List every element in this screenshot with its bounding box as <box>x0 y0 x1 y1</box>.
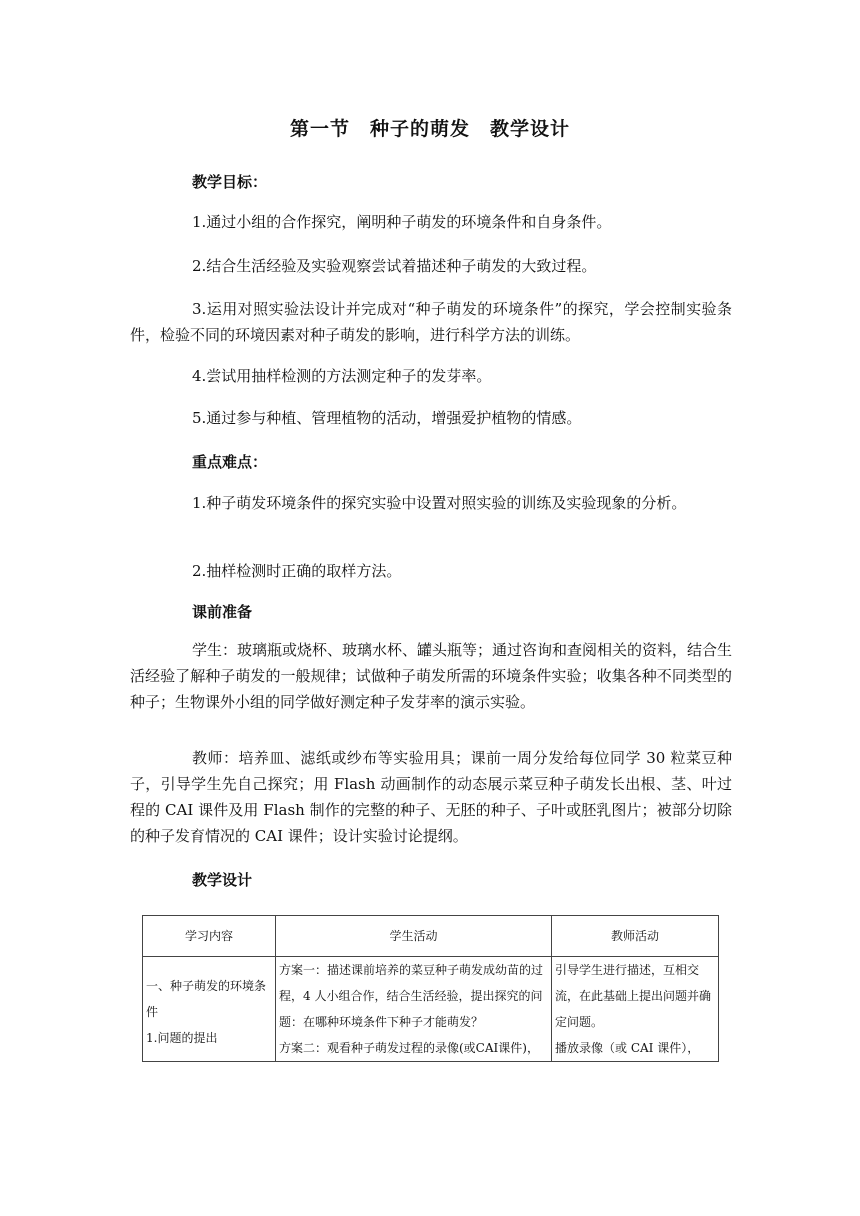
student-plan-1: 方案一：描述课前培养的菜豆种子萌发成幼苗的过程，4 人小组合作，结合生活经验，提出探究的问题：在哪种环境条件下种子才能萌发？ <box>279 963 544 1029</box>
page-title: 第一节 种子的萌发 教学设计 <box>289 118 570 140</box>
column-header-student: 学生活动 <box>276 916 552 957</box>
student-plan-2: 方案二：观看种子萌发过程的录像(或CAI课件)， <box>279 1041 539 1055</box>
objective-item-1: 1.通过小组的合作探究，阐明种子萌发的环境条件和自身条件。 <box>192 213 612 231</box>
design-heading: 教学设计 <box>192 871 253 889</box>
teacher-text-2: 播放录像（或 CAI 课件）， <box>555 1041 700 1055</box>
teaching-design-table <box>142 915 719 1062</box>
preparation-teacher: 教师：培养皿、滤纸或纱布等实验用具；课前一周分发给每位同学 30 粒菜豆种子，引导学生先自己探究；用 Flash 动画制作的动态展示菜豆种子萌发长出根、茎、叶过程的 CAI 课件及用 Flash 制作的完整的种子、无胚的种子、子叶或胚乳图片；被部分切除的种子发育情况的 CAI 课件；设计实验讨论提纲。 <box>130 749 732 845</box>
preparation-student: 学生：玻璃瓶或烧杯、玻璃水杯、罐头瓶等；通过咨询和查阅相关的资料，结合生活经验了解种子萌发的一般规律；试做种子萌发所需的环境条件实验；收集各种不同类型的种子；生物课外小组的同学做好测定种子发芽率的演示实验。 <box>130 641 733 711</box>
teacher-activity-cell <box>552 957 719 1062</box>
student-activity-cell <box>276 957 552 1062</box>
key-point-item-1: 1.种子萌发环境条件的探究实验中设置对照实验的训练及实验现象的分析。 <box>192 494 687 512</box>
teacher-text-1: 引导学生进行描述，互相交流，在此基础上提出问题并确定问题。 <box>555 963 712 1029</box>
objective-item-3: 3.运用对照实验法设计并完成对“种子萌发的环境条件”的探究，学会控制实验条件，检验不同的环境因素对种子萌发的影响，进行科学方法的训练。 <box>130 300 732 344</box>
content-line-1: 一、种子萌发的环境条件 <box>146 979 267 1019</box>
objective-item-4: 4.尝试用抽样检测的方法测定种子的发芽率。 <box>192 367 492 385</box>
objectives-heading: 教学目标： <box>192 173 268 191</box>
preparation-heading: 课前准备 <box>192 603 253 621</box>
learning-content-cell <box>143 957 276 1062</box>
table-header-row <box>143 916 719 957</box>
objective-item-2: 2.结合生活经验及实验观察尝试着描述种子萌发的大致过程。 <box>192 257 597 275</box>
column-header-teacher: 教师活动 <box>552 916 719 957</box>
column-header-content: 学习内容 <box>143 916 276 957</box>
content-line-2: 1.问题的提出 <box>146 1031 218 1045</box>
table-row <box>143 957 719 1062</box>
key-points-heading: 重点难点： <box>192 453 268 471</box>
key-point-item-2: 2.抽样检测时正确的取样方法。 <box>192 562 402 580</box>
objective-item-5: 5.通过参与种植、管理植物的活动，增强爱护植物的情感。 <box>192 409 582 427</box>
